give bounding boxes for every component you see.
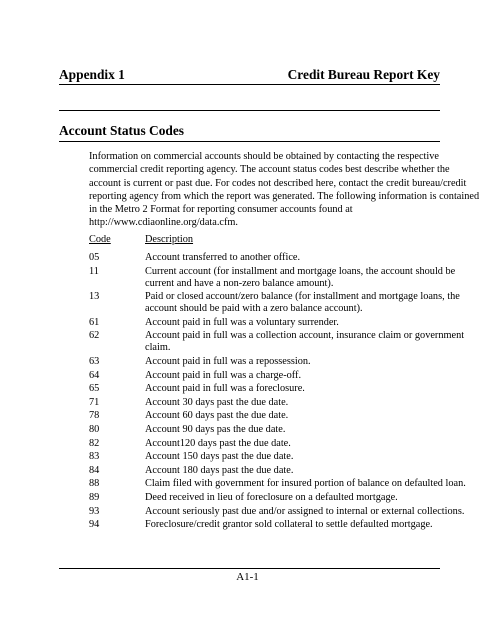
status-code-list — [89, 252, 466, 533]
status-description-line: Foreclosure/credit grantor sold collateral to settle defaulted mortgage. — [145, 519, 433, 531]
section-rule — [59, 141, 440, 142]
status-code-row — [89, 478, 466, 490]
status-code: 89 — [89, 491, 100, 503]
status-description — [145, 317, 439, 329]
status-code-row — [89, 505, 465, 518]
status-description-line: Account transferred to another office. — [145, 252, 301, 263]
status-description — [145, 424, 439, 436]
status-description-line: Account paid in full was a repossession. — [145, 355, 311, 367]
status-code: 13 — [89, 291, 100, 303]
status-description-line: current and have a non-zero balance amount). — [145, 277, 334, 289]
status-code-row — [89, 291, 460, 315]
appendix-label: Appendix 1 — [59, 67, 125, 82]
status-code-row — [89, 383, 439, 395]
status-description-line: Account120 days past the due date. — [145, 437, 291, 449]
code-column-header: Code — [89, 234, 111, 245]
status-code: 64 — [89, 369, 100, 381]
status-description-line: claim. — [145, 342, 171, 354]
status-code: 63 — [89, 355, 100, 367]
intro-line: commercial credit reporting agency. The account status codes best describe whether the — [89, 164, 450, 176]
status-code: 05 — [89, 252, 100, 263]
status-description-line: Paid or closed account/zero balance (for installment and mortgage loans, the — [145, 291, 460, 303]
status-description — [145, 410, 439, 422]
header-rule — [59, 84, 440, 85]
description-column-header: Description — [145, 234, 194, 245]
status-description — [145, 356, 439, 368]
status-code: 71 — [89, 396, 100, 408]
status-code: 88 — [89, 478, 100, 490]
intro-line: in the Metro 2 Format for reporting consumer accounts found at — [89, 204, 353, 216]
status-code: 78 — [89, 410, 100, 422]
status-description-line: Account 60 days past the due date. — [145, 410, 289, 422]
status-code: 84 — [89, 464, 100, 476]
status-code-row — [89, 356, 439, 368]
status-code-row — [89, 252, 439, 264]
status-description-line: Account paid in full was a charge-off. — [145, 369, 302, 381]
status-code-row — [89, 451, 439, 463]
status-code-row — [89, 410, 439, 422]
intro-paragraph — [89, 150, 480, 230]
status-description — [145, 519, 439, 531]
status-description — [145, 291, 460, 315]
section-title: Account Status Codes — [59, 123, 184, 138]
status-code: 80 — [89, 423, 100, 435]
intro-line: Information on commercial accounts should be obtained by contacting the respective — [89, 151, 439, 162]
status-description — [145, 451, 439, 463]
footer-rule — [59, 568, 440, 569]
status-description-line: Account 90 days pas the due date. — [145, 423, 286, 435]
status-code-row — [89, 438, 439, 450]
status-code: 83 — [89, 451, 100, 463]
status-code-row — [89, 492, 439, 504]
status-code-row — [89, 465, 439, 477]
status-description-line: Account seriously past due and/or assigned to internal or external collections. — [145, 505, 465, 517]
status-code-row — [89, 370, 439, 382]
status-code: 82 — [89, 437, 100, 449]
intro-line: account is current or past due. For codes not described here, contact the credit bureau/credit — [89, 177, 467, 189]
status-code: 65 — [89, 383, 100, 395]
status-description — [145, 383, 439, 395]
status-description — [145, 397, 439, 409]
status-code: 94 — [89, 519, 100, 531]
status-description — [145, 252, 439, 264]
status-code: 11 — [89, 265, 99, 277]
status-code-row — [89, 519, 439, 531]
status-description-line: Claim filed with government for insured portion of balance on defaulted loan. — [145, 478, 466, 490]
status-code-row — [89, 265, 456, 290]
status-description — [145, 266, 455, 290]
status-code-row — [89, 397, 439, 409]
page-number: A1-1 — [236, 571, 259, 583]
status-description — [145, 370, 439, 382]
status-description-line: Current account (for installment and mortgage loans, the account should be — [145, 265, 456, 277]
status-description-line: account should be paid with a zero balance account). — [145, 303, 363, 315]
status-description — [145, 506, 464, 518]
page-header — [59, 67, 440, 83]
status-description-line: Account 180 days past the due date. — [145, 464, 294, 476]
status-code: 62 — [89, 330, 100, 342]
status-description-line: Account 30 days past the due date. — [145, 396, 289, 408]
status-description — [145, 438, 439, 450]
status-code: 93 — [89, 505, 100, 517]
status-code-row — [89, 330, 465, 354]
divider-rule — [59, 110, 440, 111]
status-description-line: Account paid in full was a voluntary surrender. — [145, 316, 339, 328]
status-description-line: Account paid in full was a collection account, insurance claim or government — [145, 330, 465, 342]
intro-line: reporting agency from which the report was generated. The following information is contained — [89, 190, 480, 202]
intro-url-line: http://www.cdiaonline.org/data.cfm. — [89, 217, 238, 229]
status-description-line: Account paid in full was a foreclosure. — [145, 383, 305, 395]
status-description — [145, 330, 464, 354]
status-code: 61 — [89, 316, 100, 328]
status-description-line: Account 150 days past the due date. — [145, 451, 294, 463]
status-description — [145, 492, 439, 504]
status-code-row — [89, 317, 439, 329]
status-description-line: Deed received in lieu of foreclosure on a defaulted mortgage. — [145, 491, 398, 503]
status-description — [145, 478, 466, 490]
status-code-row — [89, 424, 439, 436]
status-description — [145, 465, 439, 477]
report-key-title: Credit Bureau Report Key — [287, 67, 440, 82]
